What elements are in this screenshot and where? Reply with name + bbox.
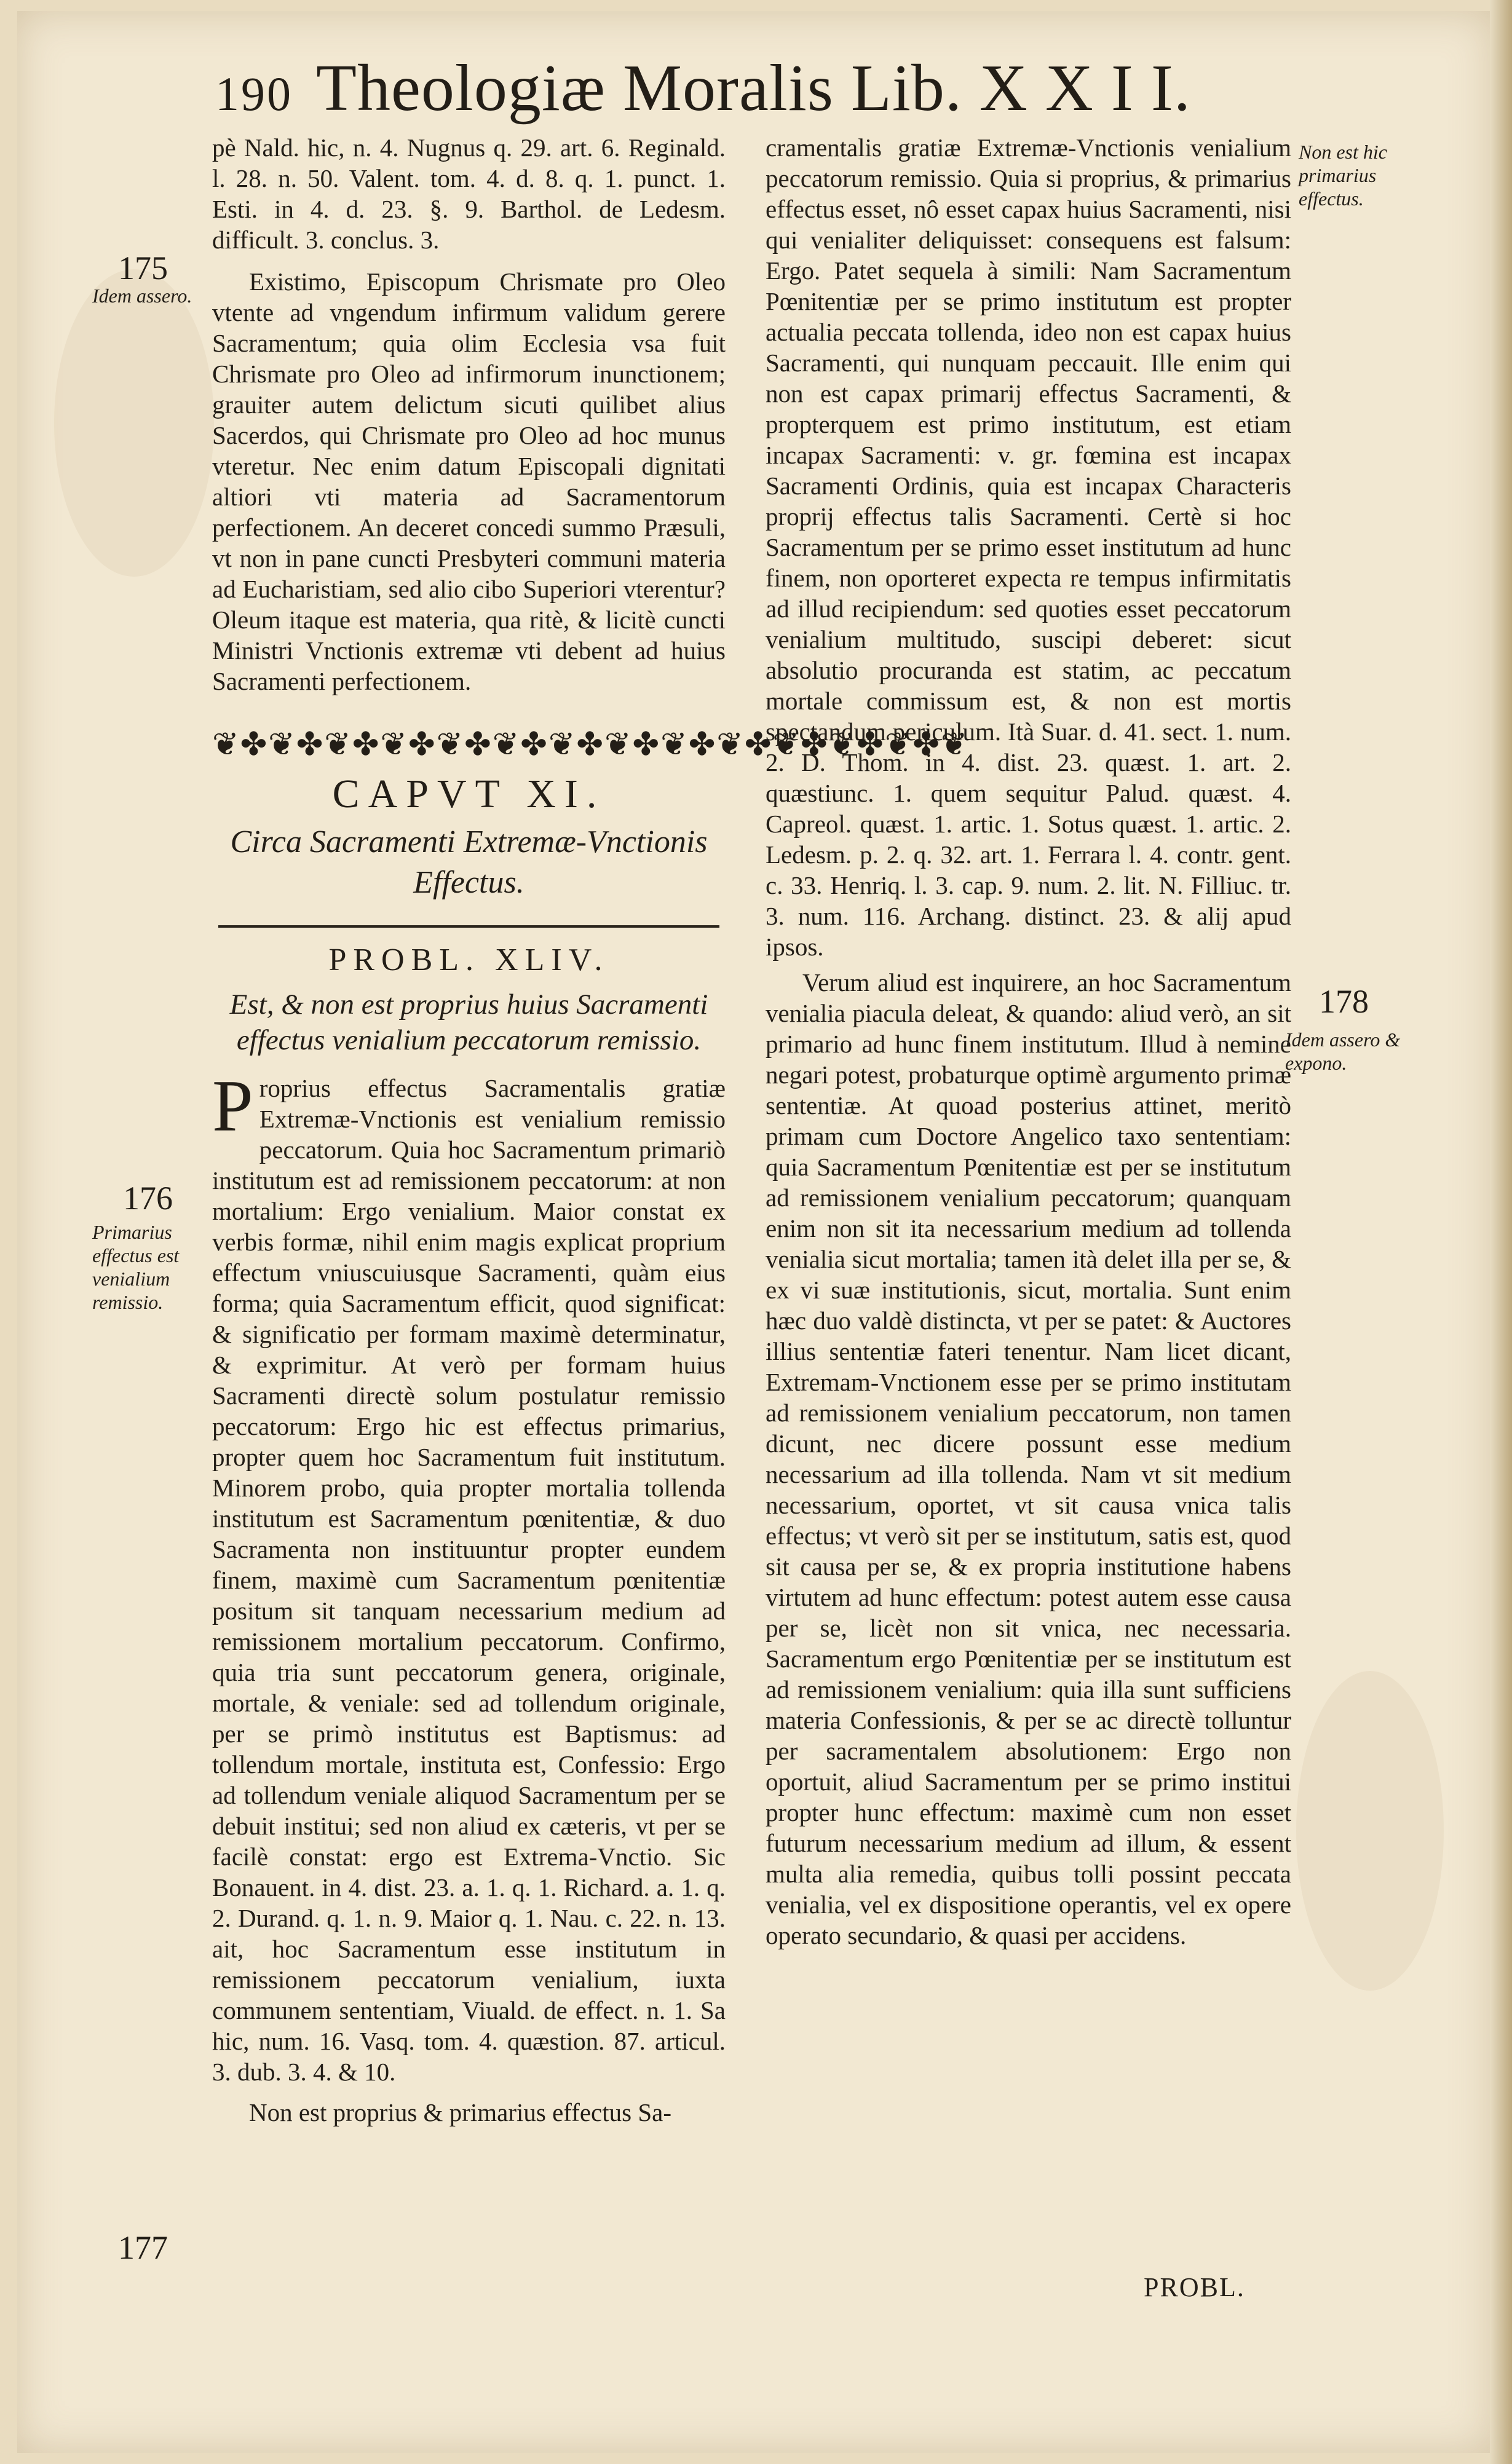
margin-number: 176 (123, 1180, 173, 1217)
paragraph: cramentalis gratiæ Extremæ-Vnctionis venialium peccatorum remissio. Quia si proprius, & primarius effectus esset, nô esset capax huius Sacramenti, nisi qui venialiter deliquisset: consequens est falsum: Ergo. Patet sequela à simili: Nam Sacramentum Pœnitentiæ per se primo institutum est propter actualia peccata tollenda, ideo non est capax huius Sacramenti, qui nunquam peccauit. Ille enim qui non est capax primarij effectus Sacramenti, & propterquem est primo institutum, est etiam incapax Sacramenti: v. gr. fœmina est incapax Sacramenti Ordinis, quia est incapax Characteris proprij effectus talis Sacramenti. Certè si hoc Sacramentum per se primo esset institutum ad hunc finem, non oporteret expecta re tempus infirmitatis ad illud recipiendum: sed quoties esset peccatorum venialium multitudo, suscipi deberet: sicut absolutio procuranda est statim, ac peccatum mortale commissum est, & non est mortis spectandum periculum. Ità Suar. d. 41. sect. 1. num. 2. D. Thom. in 4. dist. 23. quæst. 1. art. 2. quæstiunc. 1. quem sequitur Palud. quæst. 4. Capreol. quæst. 1. artic. 1. Sotus quæst. 1. artic. 2. Ledesm. p. 2. q. 32. art. 1. Ferrara l. 4. contr. gent. c. 33. Henriq. l. 3. cap. 9. num. 2. lit. N. Filliuc. tr. 3. num. 116. Archang. distinct. 23. & alij apud ipsos. (766, 133, 1291, 961)
ornament-band: ❦✤❦✤❦✤❦✤❦✤❦✤❦✤❦✤❦✤❦✤❦✤❦✤❦✤❦ (212, 727, 969, 762)
paper-stain (54, 269, 214, 577)
paragraph: Proprius effectus Sacramentalis gratiæ Extremæ-Vnctionis est venialium remissio peccatorum. Quia hoc Sacramentum primariò institutum est ad remissionem peccatorum: at non mortalium: Ergo venialium. Maior constat ex verbis formæ, nihil enim magis explicat proprium effectum vniuscuiusque Sacramenti, quàm eius forma; quia Sacramentum efficit, quod significat: & significatio per formam maximè determinatur, & exprimitur. At verò per formam huius Sacramenti directè solum postulatur remissio peccatorum: Ergo hic est effectus primarius, propter quem hoc Sacramentum fuit institutum. Minorem probo, quia propter mortalia tollenda institutum est Sacramentum pœnitentiæ, & duo Sacramenta non instituuntur propter eundem finem, maximè cum Sacramentum pœnitentiæ positum sit tanquam necessarium medium ad remissionem mortalium peccatorum. Confirmo, quia tria sunt peccatorum genera, originale, mortale, & veniale: sed ad tollendum originale, per se primò institutus est Baptismus: ad tollendum mortale, instituta est, Confessio: Ergo ad tollendum veniale aliquod Sacramentum per se debuit institui; sed non aliud ex cæteris, vt per se facilè constat: ergo est Extrema-Vnctio. Sic Bonauent. in 4. dist. 23. a. 1. q. 1. Richard. a. 1. q. 2. Durand. q. 1. n. 9. Maior q. 1. Nau. c. 22. n. 13. ait, hoc Sacramentum esse institutum in remissionem peccatorum venialium, iuxta communem sententiam, Viuald. de effect. n. 1. Sa hic, num. 16. Vasq. tom. 4. quæstion. 87. articul. 3. dub. 3. 4. & 10. (212, 1065, 726, 2086)
paragraph: Verum aliud est inquirere, an hoc Sacramentum venialia piacula deleat, & quando: aliud verò, an sit primario ad hunc finem institutum. Illud à nemine negari potest, probaturque optimè argumento primæ sententiæ. At quoad posterius attinet, meritò primam cum Doctore Angelico taxo sententiam: quia Sacramentum Pœnitentiæ est per se institutum ad remissionem venialium peccatorum; quanquam enim non sit ita necessarium medium ad tollenda venialia sicut mortalia; tamen ità delet illa per se, & ex vi suæ institutionis, sicut, mortalia. Sunt enim hæc duo valdè distincta, vt per se patet: & Auctores illius sententiæ fateri tenentur. Nam licet dicant, Extremam-Vnctionem esse per se primo institutam ad remissionem venialium peccatorum, non tamen dicunt, nec dicere possunt esse medium necessarium ad illa tollenda. Nam vt sit medium necessarium, oportet, vt sit causa vnica talis effectus; vt verò sit per se institutum, satis est, quod sit causa per se, & ex propria institutione habens virtutem ad hunc effectum: potest autem esse causa per se, licèt non sit vnica, nec necessaria. Sacramentum ergo Pœnitentiæ per se institutum est ad remissionem venialium: quia illa sunt sufficiens materia Confessionis, & per se ac directè tolluntur per sacramentalem absolutionem: Ergo non oportuit, aliud Sacramentum per se primo institui propter hunc effectum: maximè cum non esset futurum necessarium medium ad illum, & essent multa alia remedia, quibus tolli possint peccata venialia, vel ex dispositione operantis, vel ex opere operato secundario, & quasi per accidens. (766, 968, 1291, 1949)
margin-number: 177 (118, 2229, 168, 2266)
margin-note: Idem assero & expono. (1285, 1029, 1401, 1074)
problem-title: Est, & non est proprius huius Sacramenti effectus venialium peccatorum remissio. (229, 989, 708, 1056)
right-column (766, 132, 1291, 1951)
problem-heading: PROBL. XLIV. (328, 942, 609, 977)
paragraph: Existimo, Episcopum Chrismate pro Oleo vtente ad vngendum infirmum validum gerere Sacramentum; quia olim Ecclesia vsa fuit Chrismate pro Oleo ad infirmorum inunctionem; grauiter autem delictum sicuti quilibet alius Sacerdos, qui Chrismate pro Oleo ad hoc munus vteretur. Nec enim datum Episcopali dignitati altiori vti materia ad Sacramentorum perfectionem. An deceret concedi summo Præsuli, vt non in pane cuncti Presbyteri communi materia ad Eucharistiam, sed alio cibo Superiori vterentur? Oleum itaque est materia, qua ritè, & licitè cuncti Ministri Vnctionis extremæ vti debent ad huius Sacramenti perfectionem. (212, 267, 726, 695)
paragraph: Non est proprius & primarius effectus Sa- (249, 2098, 671, 2126)
margin-note: Idem assero. (92, 285, 192, 307)
margin-note: Primarius effectus est venialium remissio. (92, 1221, 180, 1313)
paragraph: pè Nald. hic, n. 4. Nugnus q. 29. art. 6. Reginald. l. 28. n. 50. Valent. tom. 4. d. 8. q. 1. punct. 1. Esti. in 4. d. 23. §. 9. Barthol. de Ledesm. difficult. 3. conclus. 3. (212, 133, 726, 254)
margin-number: 178 (1319, 983, 1369, 1020)
running-head (215, 50, 1261, 130)
catchword: PROBL. (1144, 2272, 1245, 2302)
paper-stain (1296, 1671, 1444, 1991)
running-title: Theologiæ Moralis Lib. X X I I. (316, 52, 1191, 125)
divider (218, 925, 719, 928)
page-edge (1490, 0, 1512, 2464)
chapter-subtitle: Circa Sacramenti Extremæ-Vnctionis Effectus. (230, 824, 708, 900)
page-number: 190 (215, 67, 293, 120)
left-column (212, 132, 969, 2128)
margin-note: Non est hic primarius effectus. (1299, 141, 1387, 210)
margin-number: 175 (118, 250, 168, 286)
chapter-heading: CAPVT XI. (332, 772, 606, 816)
